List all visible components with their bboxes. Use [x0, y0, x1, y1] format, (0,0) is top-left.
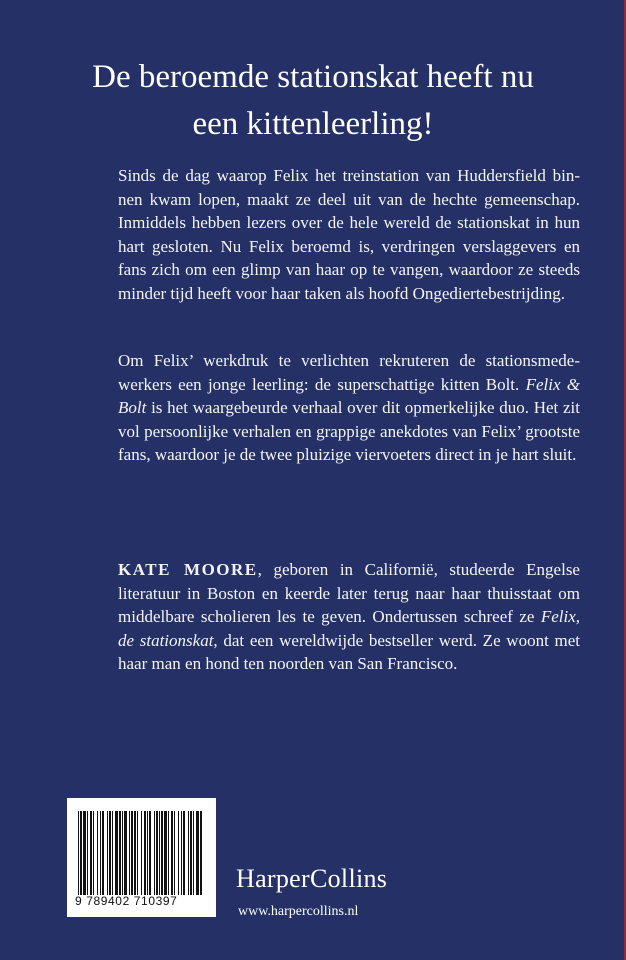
tagline-line-1: De beroemde stationskat heeft nu [92, 59, 534, 95]
book-title-part-2: Bolt [118, 398, 147, 418]
blurb-line: Om Felix’ werkdruk te verlichten rekruteren de stationsmede- [118, 351, 580, 370]
isbn-number: 9 789402 710397 [75, 894, 178, 908]
blurb-line: werkers een jonge leerling: de superschattige kitten Bolt. [118, 374, 520, 394]
blurb-paragraph-1 [118, 164, 580, 306]
bio-line: haar man en hond ten noorden van San Francisco. [118, 654, 458, 674]
previous-book-title-part-1: Felix, [540, 607, 580, 627]
tagline [40, 54, 586, 148]
blurb-line: nen kwam lopen, maakt ze deel uit van de hechte gemeenschap. [118, 189, 580, 209]
tagline-line-2: een kittenleerling! [192, 106, 434, 142]
barcode-bars [78, 811, 205, 895]
barcode [67, 798, 216, 917]
blurb-line: Sinds de dag waarop Felix het treinstation van Huddersfield bin- [118, 166, 580, 185]
bio-line: , geboren in Californië, studeerde Engelse [257, 560, 580, 579]
blurb-line: hart gesloten. Nu Felix beroemd is, verdringen verslaggevers en [118, 236, 580, 256]
blurb-line: fans zich om een glimp van haar op te vangen, waardoor ze steeds [118, 260, 580, 280]
blurb-line: Inmiddels hebben lezers over de hele wereld de stationskat in hun [118, 213, 580, 233]
book-title-part-1: Felix & [525, 374, 580, 394]
blurb-line: is het waargebeurde verhaal over dit opmerkelijke duo. Het [146, 398, 559, 418]
blurb-line: je hart sluit. [495, 445, 577, 465]
bio-line: literatuur in Boston en keerde later terug naar haar thuisstaat om [118, 583, 580, 603]
blurb-line: zit vol persoonlijke verhalen en grappige anekdotes van Felix’ [118, 398, 581, 441]
previous-book-title-part-2: de stationskat [118, 630, 214, 650]
bio-line: , dat een wereldwijde bestseller werd. Ze woont met [213, 630, 581, 650]
blurb-paragraph-2 [118, 349, 580, 467]
blurb-line: grootste fans, waardoor je de twee pluizige viervoeters direct in [118, 421, 581, 465]
bio-line: middelbare scholieren les te geven. Ondertussen schreef ze [118, 607, 541, 627]
publisher-website: www.harpercollins.nl [238, 904, 359, 919]
blurb-line: minder tijd heeft voor haar taken als hoofd Ongediertebestrijding. [118, 283, 566, 303]
publisher-logo: HarperCollins [236, 864, 388, 893]
author-bio [118, 558, 580, 676]
author-name: KATE MOORE [118, 560, 258, 579]
